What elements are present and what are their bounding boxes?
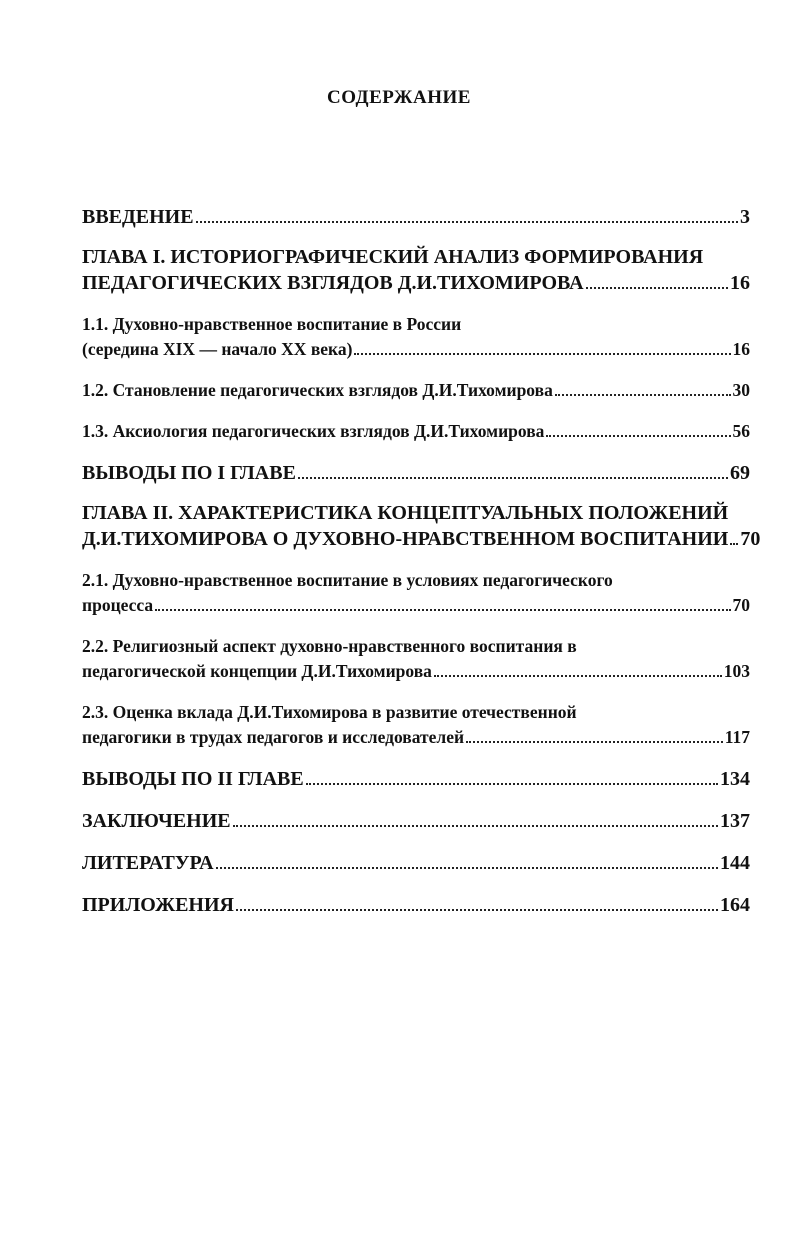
toc-entry-literature[interactable] xyxy=(82,850,750,876)
dot-leader xyxy=(434,675,722,677)
toc-entry-section-1-2[interactable] xyxy=(82,378,750,403)
dot-leader xyxy=(236,909,718,911)
toc-page-number: 134 xyxy=(720,768,750,790)
toc-entry-label: 1.3. Аксиология педагогических взглядов Д.И.Тихомирова xyxy=(82,421,545,441)
toc-page-number: 16 xyxy=(732,339,750,359)
toc-entry-label: ВЫВОДЫ ПО II ГЛАВЕ xyxy=(82,768,304,790)
dot-leader xyxy=(354,353,730,355)
toc-entry-label: 1.2. Становление педагогических взглядов Д.И.Тихомирова xyxy=(82,380,553,400)
toc-page-number: 144 xyxy=(720,852,750,874)
toc-entry-label: Д.И.ТИХОМИРОВА О ДУХОВНО-НРАВСТВЕННОМ ВОСПИТАНИИ xyxy=(82,528,729,550)
toc-entry-label: 1.1. Духовно-нравственное воспитание в России xyxy=(82,314,462,334)
toc-entry-chapter-1[interactable] xyxy=(82,244,750,296)
dot-leader xyxy=(730,543,738,545)
toc-page-number: 70 xyxy=(740,528,761,550)
dot-leader xyxy=(586,287,728,289)
toc-entry-label: ВЫВОДЫ ПО I ГЛАВЕ xyxy=(82,462,296,484)
toc-page-number: 137 xyxy=(720,810,750,832)
dot-leader xyxy=(233,825,718,827)
toc-entry-section-2-1[interactable] xyxy=(82,568,750,618)
toc-page-number: 70 xyxy=(732,595,750,615)
toc-page-number: 164 xyxy=(720,894,750,916)
dot-leader xyxy=(306,783,718,785)
dot-leader xyxy=(216,867,718,869)
dot-leader xyxy=(298,477,728,479)
toc-entry-chapter-2[interactable] xyxy=(82,500,761,552)
table-of-contents xyxy=(82,204,761,918)
toc-page-number: 56 xyxy=(732,421,750,441)
toc-entry-label: ГЛАВА I. ИСТОРИОГРАФИЧЕСКИЙ АНАЛИЗ ФОРМИРОВАНИЯ xyxy=(82,246,704,268)
toc-entry-label: ВВЕДЕНИЕ xyxy=(82,206,194,228)
toc-entry-label: процесса xyxy=(82,595,154,615)
toc-entry-conclusion[interactable] xyxy=(82,808,750,834)
toc-page-number: 16 xyxy=(730,272,750,294)
toc-entry-introduction[interactable] xyxy=(82,204,750,230)
dot-leader xyxy=(546,435,730,437)
toc-entry-label: 2.3. Оценка вклада Д.И.Тихомирова в развитие отечественной xyxy=(82,702,577,722)
toc-entry-label: педагогической концепции Д.И.Тихомирова xyxy=(82,661,432,681)
toc-entry-label: ГЛАВА II. ХАРАКТЕРИСТИКА КОНЦЕПТУАЛЬНЫХ ПОЛОЖЕНИЙ xyxy=(82,502,729,524)
toc-page-number: 30 xyxy=(732,380,750,400)
dot-leader xyxy=(155,609,730,611)
toc-page-number: 69 xyxy=(730,462,750,484)
toc-page-number: 103 xyxy=(723,661,750,681)
toc-entry-section-1-1[interactable] xyxy=(82,312,750,362)
toc-entry-label: (середина XIX — начало XX века) xyxy=(82,339,353,359)
toc-entry-section-2-2[interactable] xyxy=(82,634,750,684)
toc-page-number: 3 xyxy=(740,206,750,228)
toc-entry-appendices[interactable] xyxy=(82,892,750,918)
toc-entry-conclusions-chapter-2[interactable] xyxy=(82,766,750,792)
toc-entry-label: ЗАКЛЮЧЕНИЕ xyxy=(82,810,231,832)
toc-entry-label: ПРИЛОЖЕНИЯ xyxy=(82,894,234,916)
toc-page-number: 117 xyxy=(724,727,750,747)
toc-entry-label: ПЕДАГОГИЧЕСКИХ ВЗГЛЯДОВ Д.И.ТИХОМИРОВА xyxy=(82,272,584,294)
toc-entry-section-2-3[interactable] xyxy=(82,700,750,750)
dot-leader xyxy=(196,221,738,223)
toc-entry-label: 2.1. Духовно-нравственное воспитание в условиях педагогического xyxy=(82,570,613,590)
toc-entry-conclusions-chapter-1[interactable] xyxy=(82,460,750,486)
page-title: СОДЕРЖАНИЕ xyxy=(327,87,471,108)
toc-entry-label: ЛИТЕРАТУРА xyxy=(82,852,214,874)
dot-leader xyxy=(555,394,731,396)
toc-entry-label: педагогики в трудах педагогов и исследователей xyxy=(82,727,465,747)
dot-leader xyxy=(466,741,723,743)
toc-entry-section-1-3[interactable] xyxy=(82,419,750,444)
toc-entry-label: 2.2. Религиозный аспект духовно-нравственного воспитания в xyxy=(82,636,577,656)
